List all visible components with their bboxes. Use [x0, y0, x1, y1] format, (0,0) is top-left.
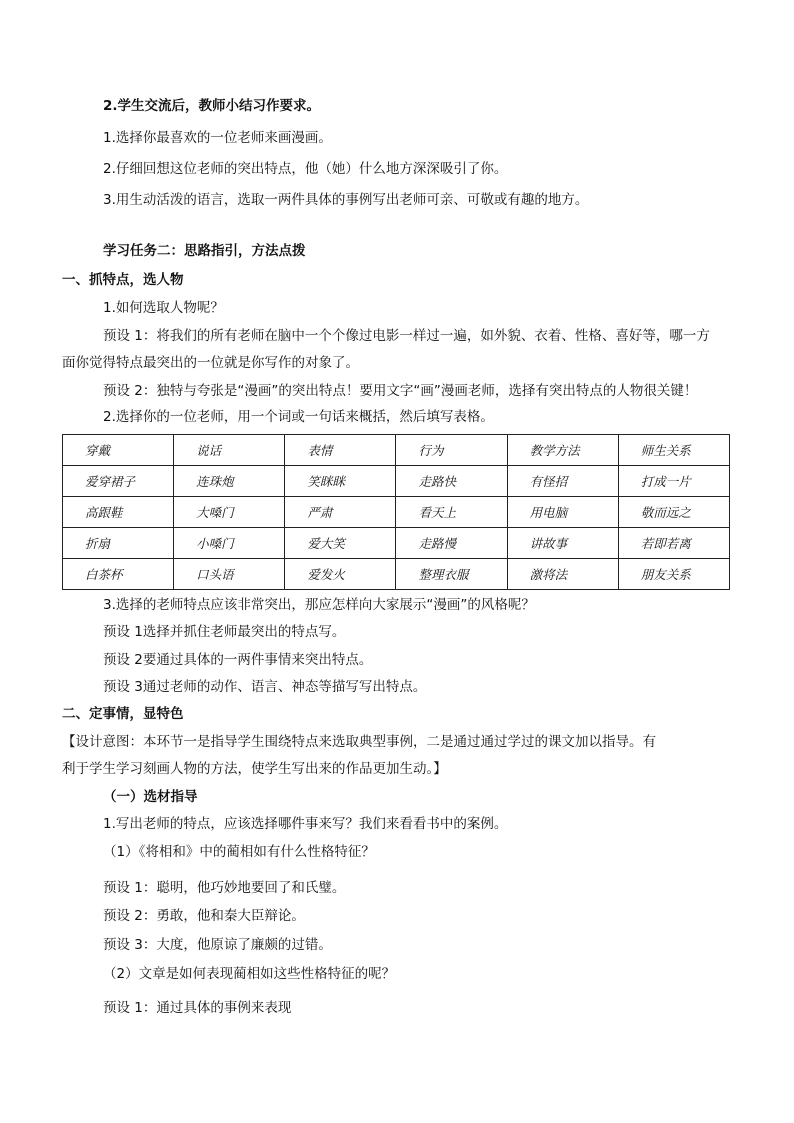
- preset-text: 预设 2：勇敢，他和秦大臣辩论。: [103, 908, 305, 924]
- table-cell: 朋友关系: [618, 559, 729, 590]
- table-cell: 严肃: [285, 497, 396, 528]
- table-cell: 激将法: [507, 559, 618, 590]
- table-row: [63, 466, 730, 497]
- teacher-traits-table: [62, 434, 730, 590]
- table-cell: 敬而远之: [618, 497, 729, 528]
- table-cell: 打成一片: [618, 466, 729, 497]
- table-cell: 小嗓门: [174, 528, 285, 559]
- preset-text: 预设 2：独特与夸张是“漫画”的突出特点！要用文字“画”漫画老师，选择有突出特点的人物很关键！: [103, 383, 698, 399]
- table-cell: 高跟鞋: [63, 497, 174, 528]
- question-text: 3.选择的老师特点应该非常突出，那应怎样向大家展示“漫画”的风格呢？: [103, 597, 535, 613]
- question-text: 1.如何选取人物呢？: [103, 300, 224, 316]
- task-heading: 学习任务二：思路指引，方法点拨: [103, 243, 306, 259]
- table-cell: 走路快: [396, 466, 507, 497]
- preset-text: 预设 1：聪明，他巧妙地要回了和氏璧。: [103, 880, 346, 896]
- table-cell: 有怪招: [507, 466, 618, 497]
- requirement-item: 2.仔细回想这位老师的突出特点，他（她）什么地方深深吸引了你。: [103, 161, 508, 177]
- preset-text: 预设 2要通过具体的一两件事情来突出特点。: [103, 652, 373, 668]
- table-cell: 白茶杯: [63, 559, 174, 590]
- table-header-cell: 行为: [396, 435, 507, 466]
- table-cell: 用电脑: [507, 497, 618, 528]
- table-header-cell: 表情: [285, 435, 396, 466]
- table-cell: 折扇: [63, 528, 174, 559]
- table-row: [63, 559, 730, 590]
- table-cell: 口头语: [174, 559, 285, 590]
- table-row: [63, 528, 730, 559]
- design-intent-text: 【设计意图：本环节一是指导学生围绕特点来选取典型事例，二是通过通过学过的课文加以指导。有: [62, 734, 656, 750]
- table-cell: 爱穿裙子: [63, 466, 174, 497]
- table-cell: 走路慢: [396, 528, 507, 559]
- preset-text: 预设 3通过老师的动作、语言、神态等描写写出特点。: [103, 679, 427, 695]
- design-intent-text: 利于学生学习刻画人物的方法，使学生写出来的作品更加生动。】: [62, 761, 447, 777]
- preset-text: 预设 1选择并抓住老师最突出的特点写。: [103, 624, 346, 640]
- table-header-cell: 教学方法: [507, 435, 618, 466]
- table-cell: 爱大笑: [285, 528, 396, 559]
- preset-text: 预设 3：大度，他原谅了廉颇的过错。: [103, 937, 332, 953]
- table-header-cell: 穿戴: [63, 435, 174, 466]
- table-cell: 爱发火: [285, 559, 396, 590]
- sub-heading: （一）选材指导: [103, 789, 198, 805]
- part-heading: 二、定事情，显特色: [62, 706, 184, 722]
- question-text: 1.写出老师的特点，应该选择哪件事来写？我们来看看书中的案例。: [103, 816, 508, 832]
- table-cell: 讲故事: [507, 528, 618, 559]
- table-cell: 整理衣服: [396, 559, 507, 590]
- table-header-row: [63, 435, 730, 466]
- part-heading: 一、抓特点，选人物: [62, 272, 184, 288]
- question-text: （1）《将相和》中的蔺相如有什么性格特征？: [103, 844, 375, 860]
- table-cell: 若即若离: [618, 528, 729, 559]
- requirement-item: 3.用生动活泼的语言，选取一两件具体的事例写出老师可亲、可敬或有趣的地方。: [103, 192, 589, 208]
- requirement-item: 1.选择你最喜欢的一位老师来画漫画。: [103, 130, 332, 146]
- preset-text: 预设 1：将我们的所有老师在脑中一个个像过电影一样过一遍，如外貌、衣着、性格、喜好等，哪一方: [103, 328, 710, 344]
- table-cell: 看天上: [396, 497, 507, 528]
- table-cell: 大嗓门: [174, 497, 285, 528]
- table-header-cell: 说话: [174, 435, 285, 466]
- preset-text: 面你觉得特点最突出的一位就是你写作的对象了。: [62, 355, 359, 371]
- question-text: 2.选择你的一位老师，用一个词或一句话来概括，然后填写表格。: [103, 409, 494, 425]
- table-cell: 连珠炮: [174, 466, 285, 497]
- table-row: [63, 497, 730, 528]
- preset-text: 预设 1：通过具体的事例来表现: [103, 1000, 292, 1016]
- table-header-cell: 师生关系: [618, 435, 729, 466]
- question-text: （2）文章是如何表现蔺相如这些性格特征的呢？: [103, 966, 396, 982]
- section-heading: 2.学生交流后，教师小结习作要求。: [103, 98, 321, 114]
- table-cell: 笑眯眯: [285, 466, 396, 497]
